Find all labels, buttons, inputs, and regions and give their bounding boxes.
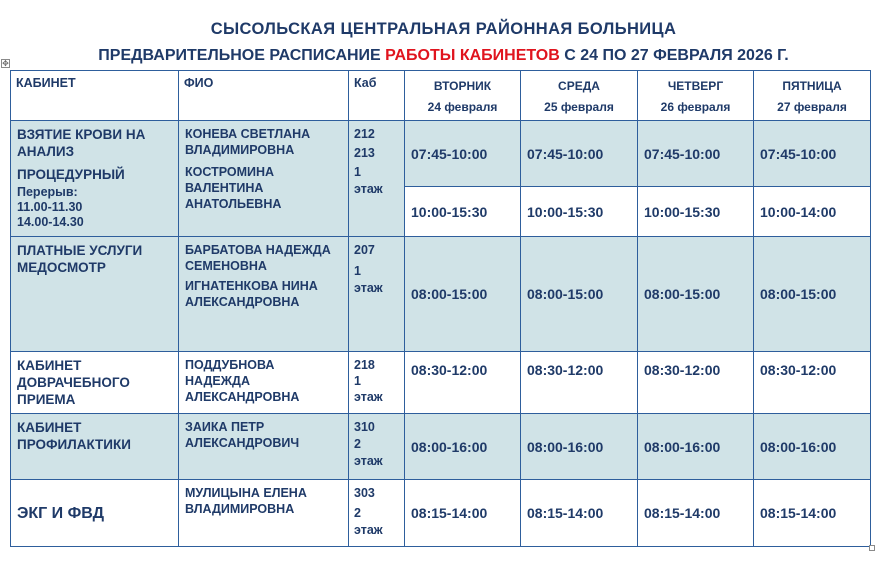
table-move-handle-icon[interactable]: ✥	[2, 59, 9, 68]
time-cell: 08:30-12:00	[405, 352, 521, 414]
time-cell: 08:00-16:00	[521, 414, 638, 480]
day-name: СРЕДА	[558, 79, 600, 93]
day-date: 24 февраля	[427, 100, 498, 114]
cabinet-name-cell	[11, 414, 179, 480]
header-day-tuesday	[405, 71, 521, 121]
time-cell: 07:45-10:00	[638, 121, 754, 187]
room-number: 207	[354, 243, 375, 257]
break-label: Перерыв:	[17, 185, 78, 199]
day-name: ПЯТНИЦА	[782, 79, 842, 93]
cabinet-name: КАБИНЕТ ПРОФИЛАКТИКИ	[17, 420, 131, 452]
time-cell: 07:45-10:00	[405, 121, 521, 187]
subtitle-highlight: РАБОТЫ КАБИНЕТОВ	[385, 47, 560, 64]
time-cell: 10:00-14:00	[754, 187, 871, 237]
room-number: 212	[354, 127, 375, 141]
time-cell: 08:00-15:00	[405, 237, 521, 352]
cabinet-name-cell	[11, 352, 179, 414]
fio-cell	[179, 237, 349, 352]
cabinet-name: МЕДОСМОТР	[17, 260, 106, 275]
staff-name: БАРБАТОВА НАДЕЖДА СЕМЕНОВНА	[185, 243, 331, 273]
fio-cell	[179, 414, 349, 480]
cabinet-name-cell	[11, 237, 179, 352]
table-row	[11, 352, 871, 414]
table-row	[11, 121, 871, 187]
floor-number: 1	[354, 165, 361, 179]
time-cell: 08:00-15:00	[521, 237, 638, 352]
kab-cell	[349, 414, 405, 480]
floor-label: этаж	[354, 523, 383, 537]
fio-cell	[179, 480, 349, 547]
header-day-wednesday	[521, 71, 638, 121]
header-day-friday	[754, 71, 871, 121]
staff-name: ПОДДУБНОВА НАДЕЖДА АЛЕКСАНДРОВНА	[185, 358, 300, 404]
room-number: 303	[354, 486, 375, 500]
cabinet-name: ПРОЦЕДУРНЫЙ	[17, 167, 125, 182]
floor-label: этаж	[354, 454, 383, 468]
kab-cell	[349, 352, 405, 414]
header-fio: ФИО	[179, 71, 349, 121]
time-cell: 10:00-15:30	[521, 187, 638, 237]
fio-cell	[179, 352, 349, 414]
document-title: СЫСОЛЬСКАЯ ЦЕНТРАЛЬНАЯ РАЙОННАЯ БОЛЬНИЦА	[210, 20, 677, 38]
time-cell: 07:45-10:00	[754, 121, 871, 187]
table-row	[11, 237, 871, 352]
staff-name: КОСТРОМИНА ВАЛЕНТИНА АНАТОЛЬЕВНА	[185, 165, 282, 211]
day-date: 26 февраля	[660, 100, 731, 114]
time-cell: 08:00-16:00	[754, 414, 871, 480]
table-row	[11, 414, 871, 480]
floor-number: 1	[354, 374, 361, 388]
floor-label: этаж	[354, 182, 383, 196]
time-cell: 08:15-14:00	[521, 480, 638, 547]
time-cell: 08:30-12:00	[521, 352, 638, 414]
time-cell: 08:00-16:00	[638, 414, 754, 480]
time-cell: 08:00-15:00	[638, 237, 754, 352]
time-cell: 10:00-15:30	[638, 187, 754, 237]
staff-name: КОНЕВА СВЕТЛАНА ВЛАДИМИРОВНА	[185, 127, 311, 157]
time-cell: 10:00-15:30	[405, 187, 521, 237]
schedule-table	[10, 70, 871, 547]
time-cell: 08:30-12:00	[638, 352, 754, 414]
room-number: 310	[354, 420, 375, 434]
cabinet-name-cell	[11, 480, 179, 547]
floor-number: 2	[354, 437, 361, 451]
break-time: 11.00-11.30	[17, 200, 83, 214]
time-cell: 08:15-14:00	[754, 480, 871, 547]
table-resize-handle[interactable]	[869, 545, 875, 551]
time-cell: 07:45-10:00	[521, 121, 638, 187]
day-name: ЧЕТВЕРГ	[667, 79, 724, 93]
room-number: 213	[354, 146, 375, 160]
kab-cell	[349, 237, 405, 352]
fio-cell	[179, 121, 349, 237]
header-day-thursday	[638, 71, 754, 121]
kab-cell	[349, 121, 405, 237]
floor-number: 2	[354, 506, 361, 520]
cabinet-name: КАБИНЕТ ДОВРАЧЕБНОГО ПРИЕМА	[17, 358, 130, 407]
floor-label: этаж	[354, 281, 383, 295]
cabinet-name: ВЗЯТИЕ КРОВИ НА АНАЛИЗ	[17, 127, 146, 159]
time-cell: 08:30-12:00	[754, 352, 871, 414]
floor-number: 1	[354, 264, 361, 278]
staff-name: ИГНАТЕНКОВА НИНА АЛЕКСАНДРОВНА	[185, 279, 318, 309]
header-cabinet: КАБИНЕТ	[11, 71, 179, 121]
day-date: 27 февраля	[777, 100, 847, 114]
kab-cell	[349, 480, 405, 547]
time-cell: 08:15-14:00	[638, 480, 754, 547]
day-name: ВТОРНИК	[433, 79, 492, 93]
time-cell: 08:15-14:00	[405, 480, 521, 547]
cabinet-name: ПЛАТНЫЕ УСЛУГИ	[17, 243, 143, 258]
table-header-row	[11, 71, 871, 121]
room-number: 218	[354, 358, 375, 372]
floor-label: этаж	[354, 390, 383, 404]
day-date: 25 февраля	[544, 100, 614, 114]
staff-name: ЗАИКА ПЕТР АЛЕКСАНДРОВИЧ	[185, 420, 300, 450]
table-row	[11, 480, 871, 547]
subtitle-suffix: С 24 ПО 27 ФЕВРАЛЯ 2026 Г.	[559, 47, 789, 64]
document-subtitle	[0, 47, 887, 65]
subtitle-prefix: ПРЕДВАРИТЕЛЬНОЕ РАСПИСАНИЕ	[98, 47, 386, 64]
time-cell: 08:00-16:00	[405, 414, 521, 480]
staff-name: МУЛИЦЫНА ЕЛЕНА ВЛАДИМИРОВНА	[185, 486, 307, 516]
time-cell: 08:00-15:00	[754, 237, 871, 352]
break-time: 14.00-14.30	[17, 215, 84, 229]
header-kab: Каб	[349, 71, 405, 121]
cabinet-name-cell	[11, 121, 179, 237]
cabinet-name: ЭКГ И ФВД	[17, 504, 105, 522]
